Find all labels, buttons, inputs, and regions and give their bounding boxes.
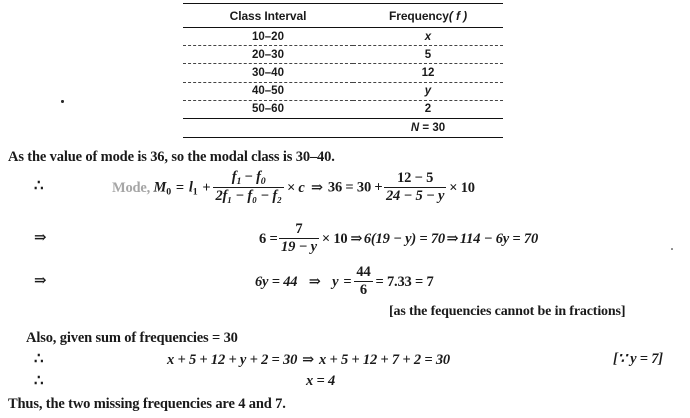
times-ten-term: × 10 [321, 230, 348, 247]
table-row [183, 82, 503, 100]
cell-total-frequency [353, 118, 503, 137]
solution-intro-text: As the value of mode is 36, so the modal class is 30–40. [8, 149, 335, 165]
cell-class-interval: 20–30 [183, 46, 353, 64]
substituted-fraction [384, 170, 446, 205]
scan-speck-artifact [61, 100, 64, 103]
scan-speck-artifact [671, 248, 673, 250]
table-total-row [183, 118, 503, 137]
fraction-numerator: 12 − 5 [384, 170, 446, 188]
lower-limit-subscript: 1 [192, 186, 198, 198]
equals-sign: = [175, 179, 184, 196]
sum-equation-with-variables: x + 5 + 12 + y + 2 = 30 [167, 352, 298, 368]
column-header-class-interval: Class Interval [183, 5, 353, 28]
simplification-line-1 [259, 222, 538, 257]
expanded-step-1: 6(19 − y) = 70 [363, 230, 445, 247]
cell-frequency: 12 [353, 64, 503, 82]
expanded-step-2: 114 − 6y = 70 [459, 230, 539, 247]
table-row [183, 28, 503, 46]
conclusion-text: Thus, the two missing frequencies are 4 and 7. [8, 396, 286, 412]
f1-symbol: f [231, 169, 237, 185]
table-row [183, 100, 503, 118]
y-symbol: y [332, 273, 339, 290]
six-equals: 6 = [259, 230, 278, 247]
mode-symbol-subscript: 0 [166, 186, 171, 198]
x-result-equation: x = 4 [306, 373, 336, 389]
fraction-denominator: 19 − y [281, 239, 317, 256]
six-y-equals-44: 6y = 44 [255, 273, 298, 290]
cell-frequency: x [353, 28, 503, 46]
mode-equation-rhs: 36 = 30 + [327, 179, 383, 196]
fraction-denominator: 24 − 5 − y [386, 187, 445, 204]
times-c-term: × c [286, 179, 305, 196]
column-header-frequency [353, 5, 503, 28]
sum-of-frequencies-text: Also, given sum of frequencies = 30 [26, 330, 238, 346]
frequency-distribution-table [183, 3, 503, 138]
frequency-sum-equation [167, 351, 450, 369]
f0-symbol: f [256, 169, 261, 185]
implies-arrow: ⇒ [302, 352, 315, 368]
sum-equation-substituted: x + 5 + 12 + 7 + 2 = 30 [318, 352, 450, 368]
minus-sign: − [244, 169, 253, 185]
total-n-value: = 30 [422, 121, 446, 134]
implies-marker-3: ⇒ [34, 273, 47, 289]
cell-class-interval: 40–50 [183, 82, 353, 100]
frequency-header-symbol: ( f ) [448, 9, 467, 23]
cell-class-interval: 30–40 [183, 64, 353, 82]
cell-frequency: 2 [353, 100, 503, 118]
mode-formula-fraction [213, 169, 283, 205]
frequency-header-text: Frequency [389, 9, 449, 23]
mode-label-faded: Mode, [112, 179, 151, 196]
cell-total-empty [183, 118, 353, 137]
mode-symbol-M: M [153, 179, 167, 196]
fraction-numerator: 44 [354, 264, 372, 282]
therefore-marker-1: ∴ [34, 178, 44, 194]
implies-arrow: ⇒ [308, 273, 321, 290]
y-result-value: = 7.33 = 7 [375, 273, 434, 290]
table-row [183, 46, 503, 64]
table-header-row [183, 5, 503, 28]
total-n-symbol: N [410, 121, 420, 134]
fraction-numerator: 7 [279, 221, 319, 239]
fraction-denominator: 2f₁ − f₀ − f₂ [215, 188, 282, 205]
solve-for-y-line [255, 265, 435, 300]
times-ten-term: × 10 [449, 179, 475, 196]
cell-class-interval: 50–60 [183, 100, 353, 118]
table-row [183, 64, 503, 82]
f0-subscript: 0 [260, 175, 266, 187]
fraction-denominator: 6 [359, 282, 367, 299]
cell-frequency: 5 [353, 46, 503, 64]
because-y-equals-seven-note: [∵ y = 7] [613, 351, 663, 367]
forty-four-over-six-fraction [354, 264, 372, 299]
cell-frequency: y [353, 82, 503, 100]
fraction-numerator [213, 169, 283, 188]
seven-over-nineteen-minus-y-fraction [279, 221, 319, 256]
therefore-marker-6: ∴ [34, 373, 44, 389]
implies-arrow: ⇒ [350, 230, 363, 247]
mode-formula-line [112, 170, 476, 206]
equals-sign: = [343, 273, 352, 290]
f1-subscript: 1 [236, 175, 242, 187]
implies-arrow: ⇒ [446, 230, 459, 247]
implies-arrow: ⇒ [311, 179, 323, 196]
cell-class-interval: 10–20 [183, 28, 353, 46]
implies-marker-2: ⇒ [34, 230, 47, 246]
lower-limit-symbol: l [188, 179, 193, 196]
plus-sign: + [202, 179, 211, 196]
therefore-marker-5: ∴ [34, 351, 44, 367]
fractions-note: [as the fequencies cannot be in fractions] [389, 304, 626, 319]
